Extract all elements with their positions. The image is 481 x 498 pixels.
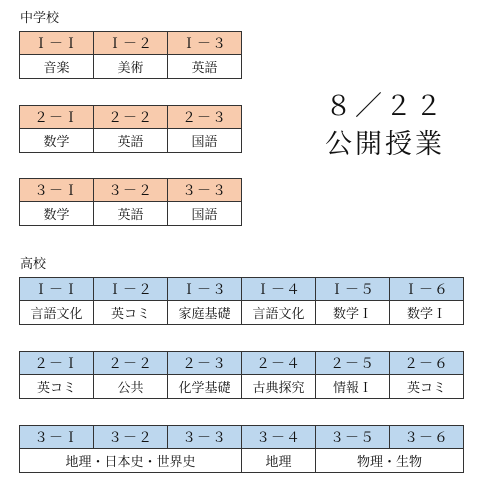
subject-cell: 数学 — [20, 129, 94, 153]
class-cell: Ｉ－３ — [168, 278, 242, 301]
subject-cell: 英コミ — [94, 301, 168, 325]
subject-cell: 英コミ — [390, 375, 464, 399]
subject-cell: 数学Ｉ — [390, 301, 464, 325]
subject-cell: 数学 — [20, 202, 94, 226]
subject-cell: 古典探究 — [242, 375, 316, 399]
notice-title: 公開授業 — [325, 129, 445, 160]
high-grade1-table — [19, 277, 464, 325]
class-cell: Ｉ－３ — [168, 32, 242, 55]
junior-grade3-table — [19, 178, 242, 226]
class-cell: ３－３ — [168, 426, 242, 449]
subject-cell: 言語文化 — [242, 301, 316, 325]
class-cell: ３－Ｉ — [20, 426, 94, 449]
subject-cell: 英語 — [94, 129, 168, 153]
subject-cell: 国語 — [168, 202, 242, 226]
class-cell: ３－３ — [168, 179, 242, 202]
subject-cell: 公共 — [94, 375, 168, 399]
subject-cell: 化学基礎 — [168, 375, 242, 399]
subject-cell: 音楽 — [20, 55, 94, 79]
class-cell: Ｉ－２ — [94, 32, 168, 55]
class-cell: ３－４ — [242, 426, 316, 449]
class-cell: ２－５ — [316, 352, 390, 375]
class-cell: ３－２ — [94, 426, 168, 449]
class-cell: ３－５ — [316, 426, 390, 449]
class-cell: Ｉ－Ｉ — [20, 278, 94, 301]
class-cell: ２－２ — [94, 352, 168, 375]
subject-cell: 家庭基礎 — [168, 301, 242, 325]
class-cell: ２－Ｉ — [20, 352, 94, 375]
class-cell: ２－３ — [168, 106, 242, 129]
notice-date: ８／２２ — [325, 91, 445, 122]
high-grade2-table — [19, 351, 464, 399]
class-cell: Ｉ－Ｉ — [20, 32, 94, 55]
subject-cell: 情報Ｉ — [316, 375, 390, 399]
subject-cell: 言語文化 — [20, 301, 94, 325]
open-class-notice — [300, 88, 470, 164]
junior-grade1-table — [19, 31, 242, 79]
class-cell: ２－４ — [242, 352, 316, 375]
class-cell: ３－２ — [94, 179, 168, 202]
subject-cell: 国語 — [168, 129, 242, 153]
subject-cell: 地理 — [242, 449, 316, 473]
class-cell: ２－６ — [390, 352, 464, 375]
class-cell: ２－３ — [168, 352, 242, 375]
subject-cell: 物理・生物 — [316, 449, 464, 473]
class-cell: ３－６ — [390, 426, 464, 449]
class-cell: ３－Ｉ — [20, 179, 94, 202]
junior-grade2-table — [19, 105, 242, 153]
subject-cell: 数学Ｉ — [316, 301, 390, 325]
class-cell: Ｉ－２ — [94, 278, 168, 301]
class-cell: Ｉ－４ — [242, 278, 316, 301]
class-cell: ２－Ｉ — [20, 106, 94, 129]
junior-high-label: 中学校 — [20, 11, 60, 26]
high-grade3-table — [19, 425, 464, 473]
class-cell: Ｉ－６ — [390, 278, 464, 301]
subject-cell: 英コミ — [20, 375, 94, 399]
subject-cell: 英語 — [94, 202, 168, 226]
subject-cell: 美術 — [94, 55, 168, 79]
high-school-label: 高校 — [20, 257, 47, 272]
class-cell: Ｉ－５ — [316, 278, 390, 301]
subject-cell: 地理・日本史・世界史 — [20, 449, 242, 473]
class-cell: ２－２ — [94, 106, 168, 129]
subject-cell: 英語 — [168, 55, 242, 79]
